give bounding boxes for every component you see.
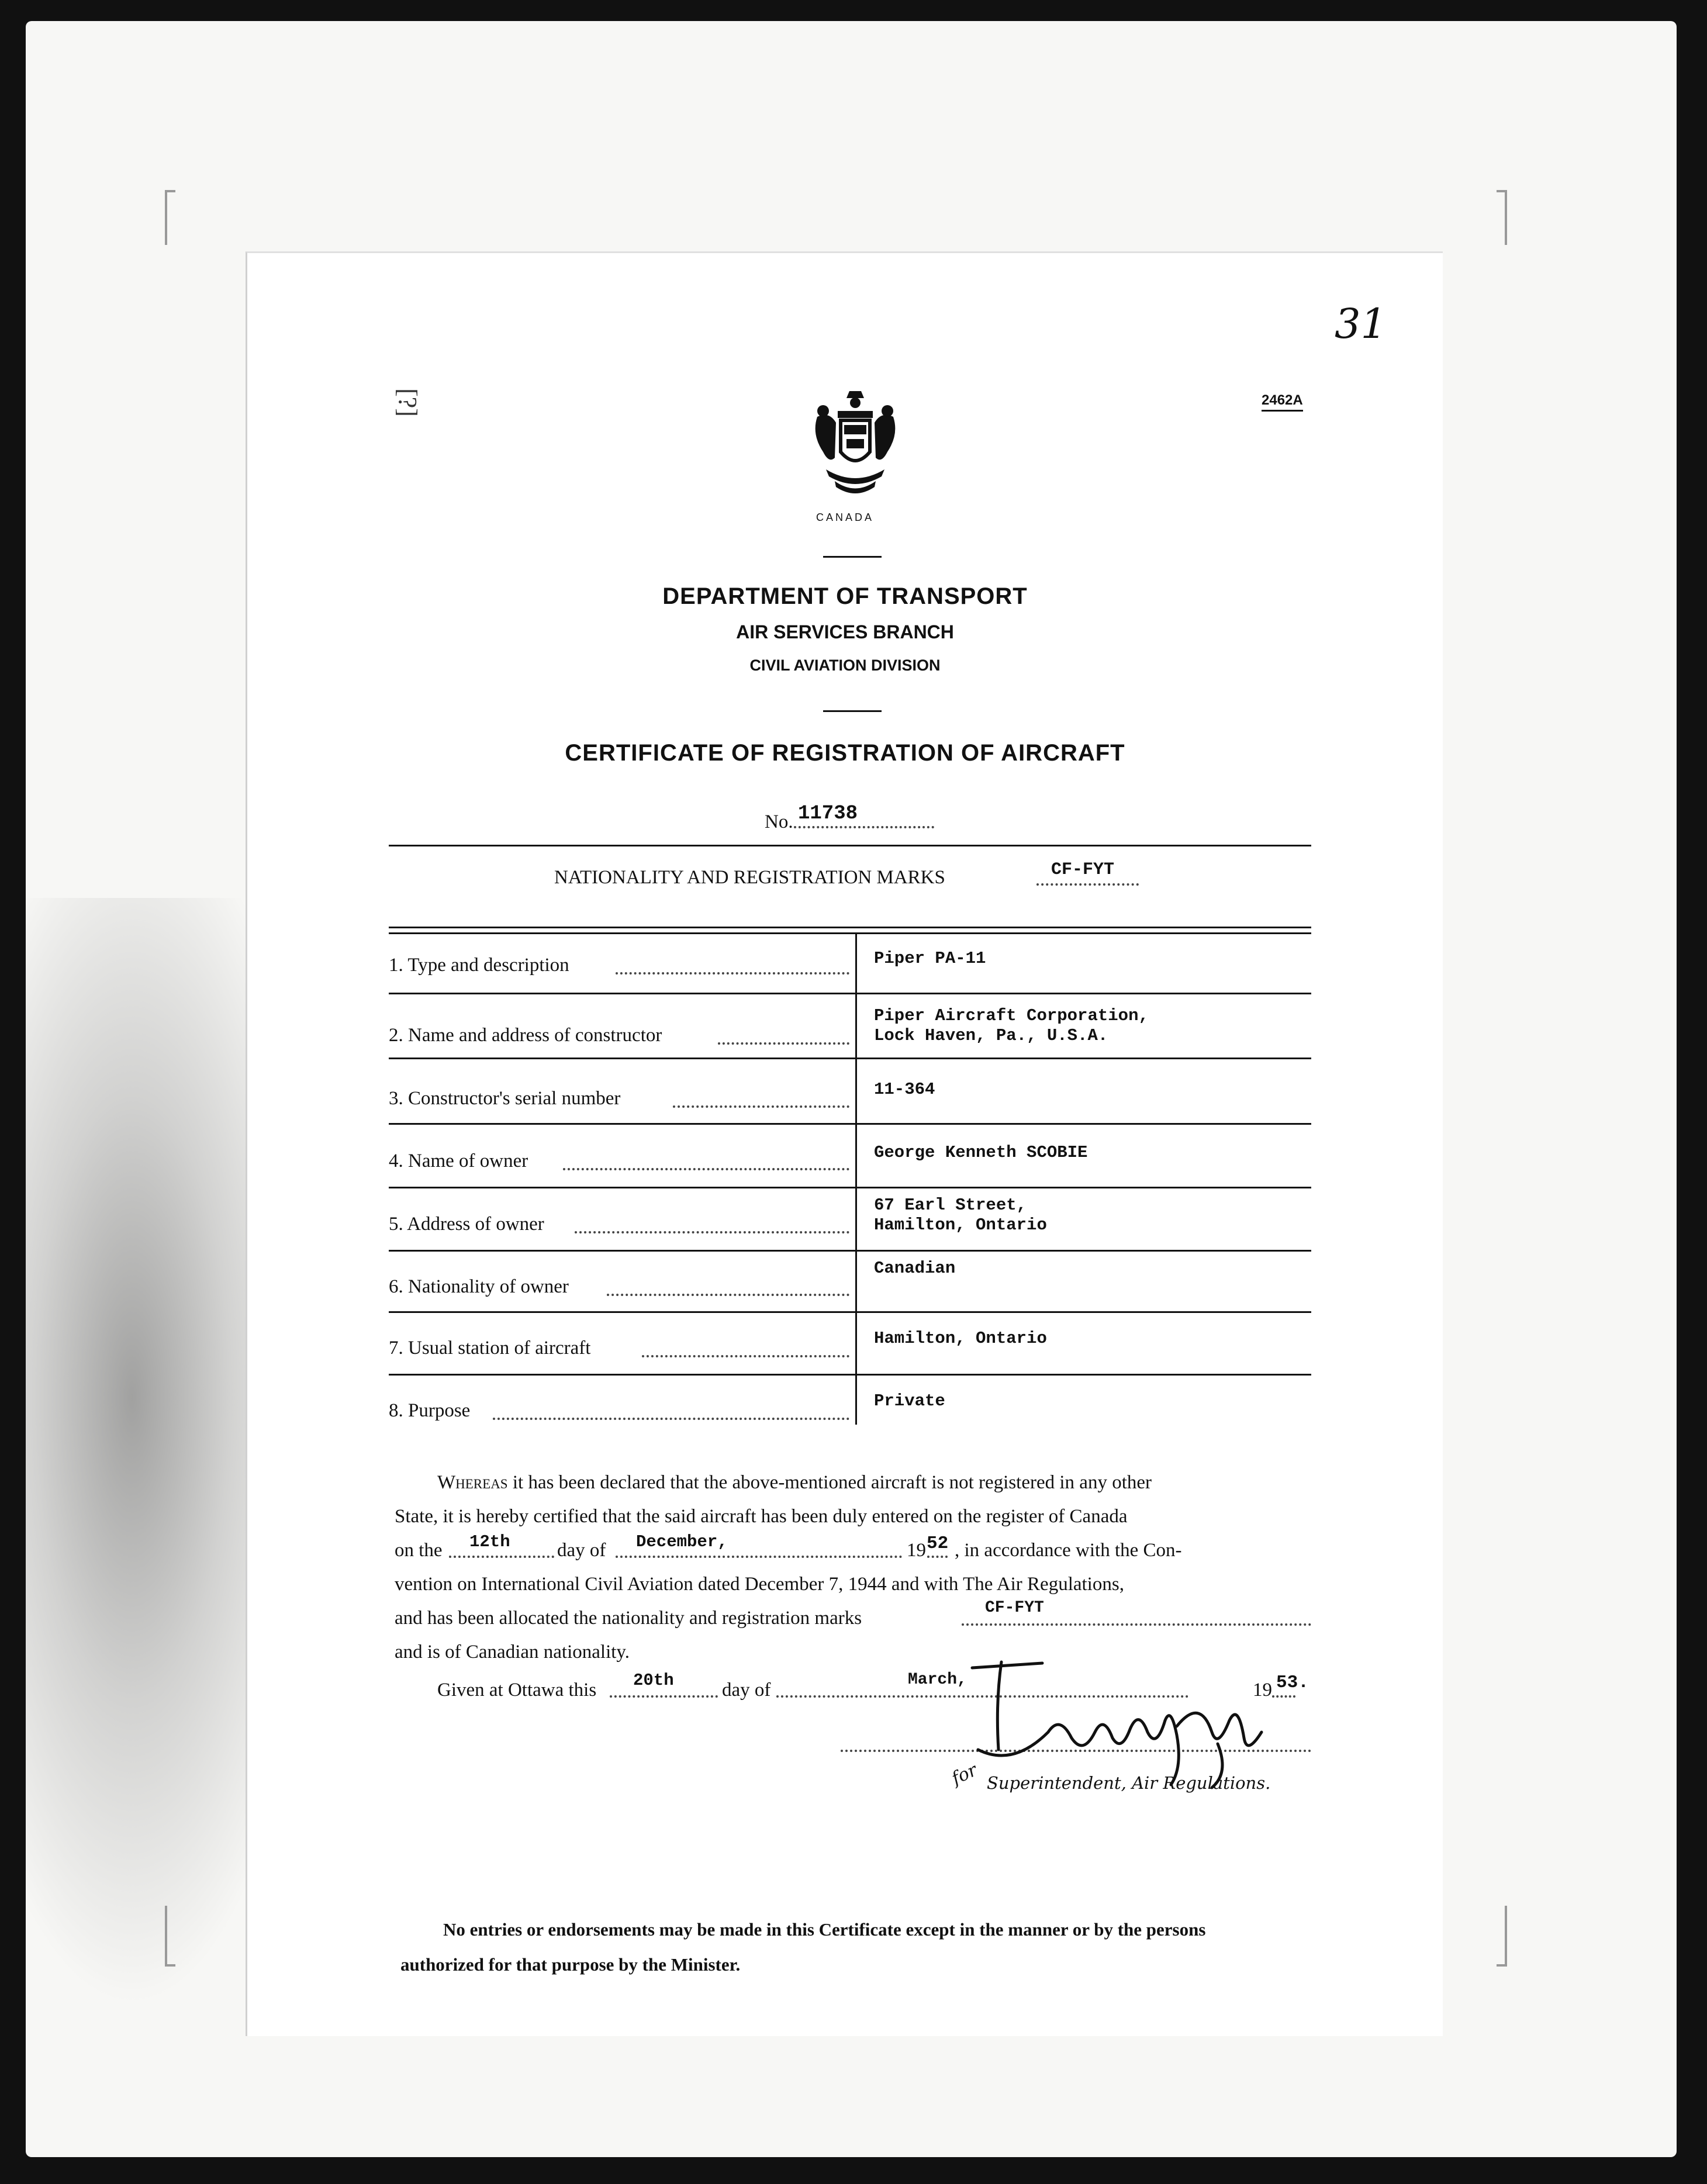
body-line-1: Whereas it has been declared that the above-mentioned aircraft is not registered in any other <box>437 1472 1152 1493</box>
row-rule-7 <box>389 1374 1311 1376</box>
body-marks-value: CF-FYT <box>985 1599 1044 1617</box>
body-line-3-c: , in accordance with the Con- <box>955 1540 1182 1561</box>
certificate-number-label: No. <box>765 811 793 832</box>
certificate-document <box>246 251 1443 2036</box>
footer-line-1: No entries or endorsements may be made in this Certificate except in the manner or by the persons <box>443 1919 1206 1940</box>
body-line-3-a: on the <box>395 1540 443 1561</box>
field-label-4: 4. Name of owner <box>389 1150 528 1172</box>
branch-heading: AIR SERVICES BRANCH <box>736 621 954 642</box>
signature-for-mark: for <box>948 1760 980 1789</box>
given-day-value: 20th <box>633 1671 674 1690</box>
handwritten-signature-icon <box>925 1650 1288 1791</box>
footer-line-2: authorized for that purpose by the Minister. <box>400 1954 741 1975</box>
field-dots-8 <box>493 1418 849 1420</box>
body-day-value: 12th <box>469 1532 510 1551</box>
field-dots-5 <box>575 1231 849 1233</box>
field-dots-6 <box>607 1294 849 1296</box>
divider-middle <box>823 710 882 712</box>
field-value-2b: Lock Haven, Pa., U.S.A. <box>874 1026 1108 1045</box>
divider-top <box>823 556 882 558</box>
field-label-7: 7. Usual station of aircraft <box>389 1338 591 1359</box>
marks-value: CF-FYT <box>1051 860 1115 880</box>
division-heading: CIVIL AVIATION DIVISION <box>749 656 941 674</box>
department-heading: DEPARTMENT OF TRANSPORT <box>662 583 1028 609</box>
field-dots-7 <box>642 1355 849 1357</box>
field-value-8: Private <box>874 1391 945 1411</box>
field-label-5: 5. Address of owner <box>389 1214 544 1235</box>
country-label: CANADA <box>816 512 874 523</box>
row-rule-2 <box>389 1058 1311 1059</box>
crop-mark-bottom-right <box>1497 1906 1507 1967</box>
body-year-suffix: 52 <box>927 1533 949 1554</box>
body-month-line <box>616 1556 902 1558</box>
body-marks-line <box>962 1623 1311 1626</box>
row-rule-3 <box>389 1123 1311 1125</box>
row-rule-5 <box>389 1250 1311 1252</box>
table-rule-double-2 <box>389 932 1311 934</box>
field-label-6: 6. Nationality of owner <box>389 1276 569 1297</box>
whereas-lead: Whereas <box>437 1472 508 1493</box>
field-dots-3 <box>673 1105 849 1108</box>
body-line-2: State, it is hereby certified that the said aircraft has been duly entered on the register of Canada <box>395 1506 1128 1527</box>
signature-title: Superintendent, Air Regulations. <box>987 1773 1271 1793</box>
field-dots-4 <box>563 1168 849 1170</box>
field-dots-1 <box>616 972 849 974</box>
certificate-number-value: 11738 <box>798 803 858 825</box>
marks-label: NATIONALITY AND REGISTRATION MARKS <box>554 867 945 888</box>
row-rule-1 <box>389 993 1311 994</box>
given-day-line <box>610 1695 718 1698</box>
field-value-6: Canadian <box>874 1259 956 1278</box>
body-year-line <box>927 1556 948 1558</box>
certificate-title: CERTIFICATE OF REGISTRATION OF AIRCRAFT <box>565 740 1125 766</box>
field-value-3: 11-364 <box>874 1080 935 1099</box>
crop-mark-bottom-left <box>165 1906 175 1967</box>
body-line-3-b: day of <box>557 1540 606 1561</box>
given-year-suffix: 53. <box>1276 1672 1309 1693</box>
table-vertical-divider <box>855 932 857 1425</box>
row-rule-6 <box>389 1311 1311 1313</box>
body-day-line <box>449 1556 554 1558</box>
given-text-b: day of <box>722 1680 771 1701</box>
table-rule-double-1 <box>389 927 1311 928</box>
rule-above-marks <box>389 845 1311 846</box>
field-value-5a: 67 Earl Street, <box>874 1195 1027 1215</box>
field-value-4: George Kenneth SCOBIE <box>874 1143 1088 1162</box>
body-month-value: December, <box>636 1532 728 1551</box>
certificate-number-line <box>794 826 934 828</box>
field-dots-2 <box>718 1042 849 1045</box>
field-label-1: 1. Type and description <box>389 955 569 976</box>
field-value-2a: Piper Aircraft Corporation, <box>874 1006 1149 1025</box>
row-rule-4 <box>389 1187 1311 1188</box>
field-label-3: 3. Constructor's serial number <box>389 1088 621 1109</box>
body-line-6: and is of Canadian nationality. <box>395 1642 630 1663</box>
form-number: 2462A <box>1262 392 1303 412</box>
given-month-value: March, <box>908 1671 967 1689</box>
body-line-5: and has been allocated the nationality and registration marks <box>395 1608 862 1629</box>
field-label-2: 2. Name and address of constructor <box>389 1025 662 1046</box>
field-value-1: Piper PA-11 <box>874 949 986 968</box>
crop-mark-top-left <box>165 190 175 245</box>
given-year-prefix: 19 <box>1253 1680 1272 1701</box>
field-value-7: Hamilton, Ontario <box>874 1329 1047 1348</box>
marks-line <box>1036 883 1139 886</box>
side-mark: [?] <box>393 388 422 417</box>
given-text-a: Given at Ottawa this <box>437 1680 597 1701</box>
field-value-5b: Hamilton, Ontario <box>874 1215 1047 1235</box>
body-line-4: vention on International Civil Aviation dated December 7, 1944 and with The Air Regulations, <box>395 1574 1124 1595</box>
field-label-8: 8. Purpose <box>389 1400 471 1421</box>
crop-mark-top-right <box>1497 190 1507 245</box>
page-number: 31 <box>1335 300 1387 348</box>
coat-of-arms-icon <box>806 388 905 504</box>
body-year-prefix: 19 <box>907 1540 926 1561</box>
